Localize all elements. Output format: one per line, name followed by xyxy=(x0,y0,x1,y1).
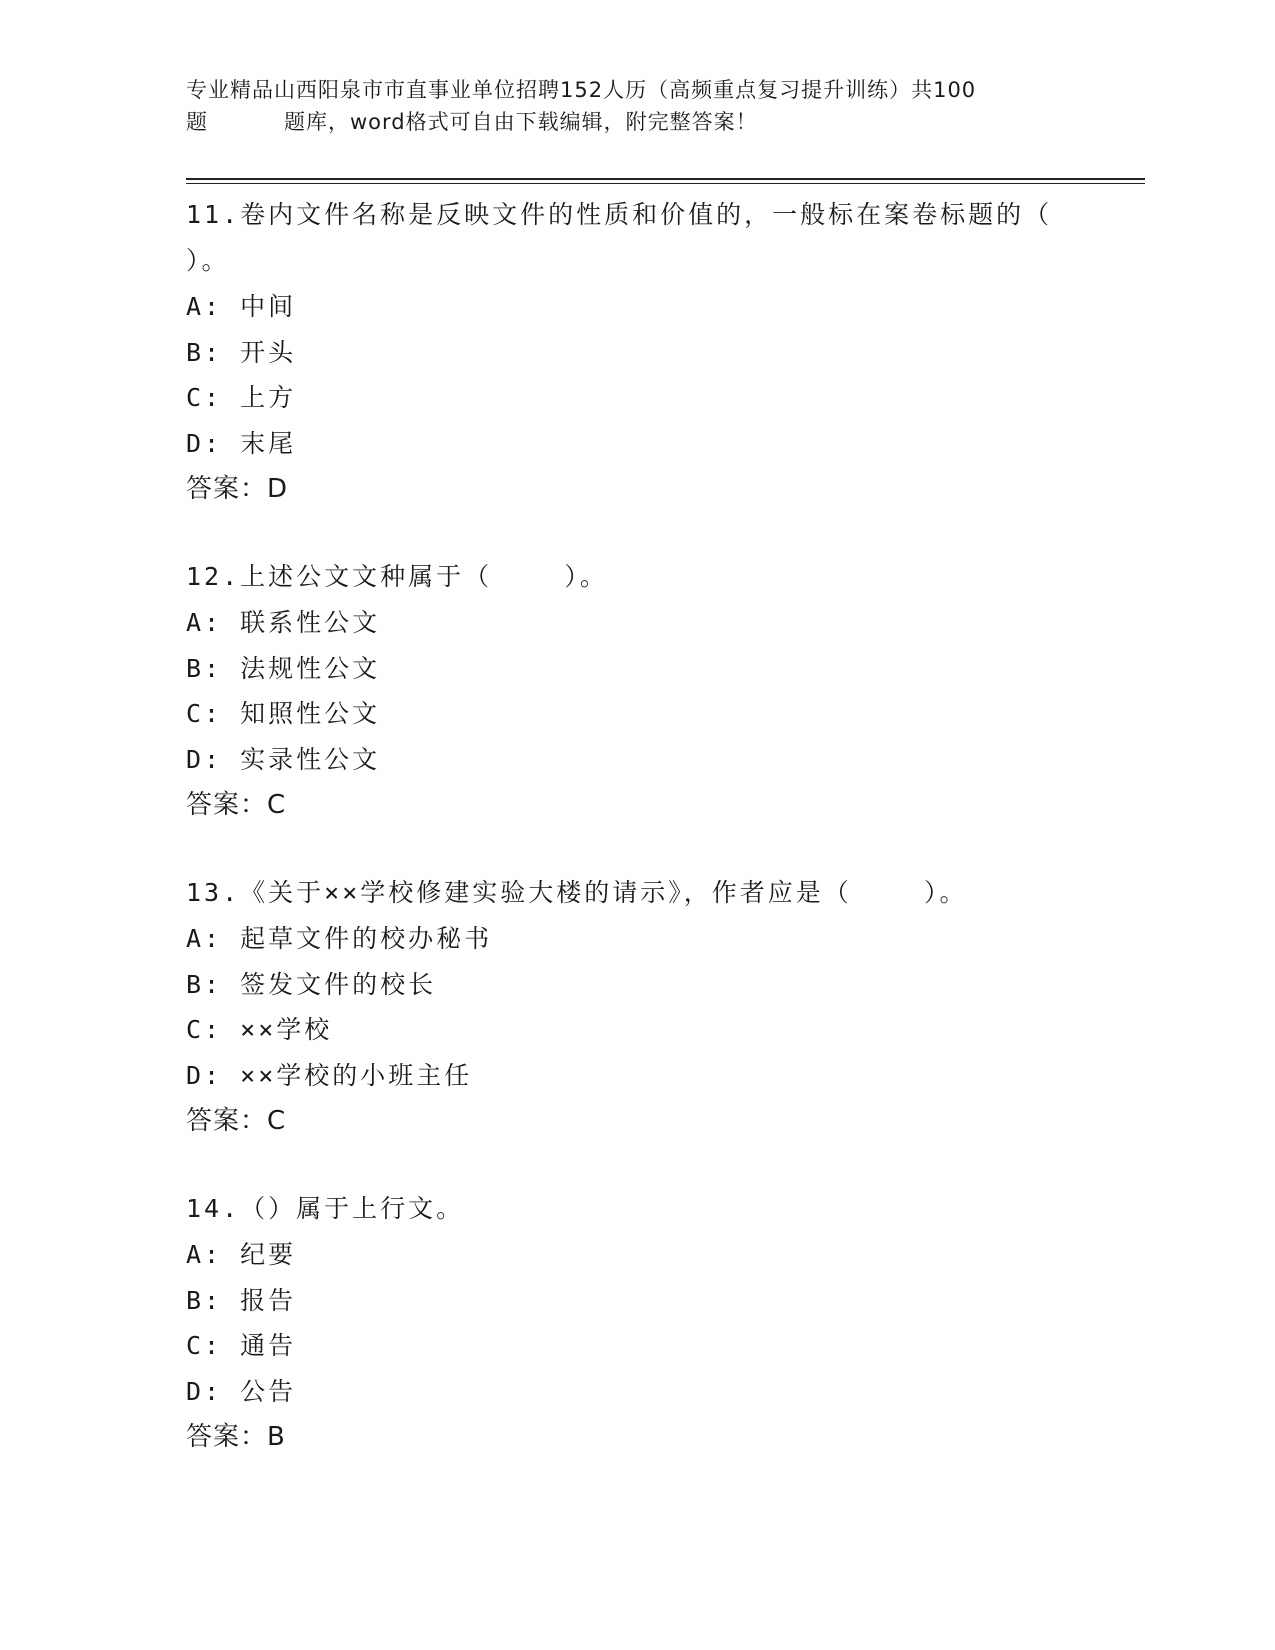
question-11 xyxy=(186,192,1086,512)
document-header xyxy=(186,74,1086,138)
option-c: C: 通告 xyxy=(186,1331,297,1360)
header-divider-thin xyxy=(186,183,1145,184)
header-divider-thick xyxy=(186,178,1145,180)
question-stem: 12.上述公文文种属于（ ）。 xyxy=(186,562,608,591)
question-12 xyxy=(186,554,1086,828)
option-d: D: 公告 xyxy=(186,1376,297,1406)
header-line-2-prefix: 题 xyxy=(186,110,208,134)
header-line-1: 专业精品山西阳泉市市直事业单位招聘152人历（高频重点复习提升训练）共100 xyxy=(186,78,977,102)
answer-text: 答案：C xyxy=(186,1106,287,1136)
option-a: A: 联系性公文 xyxy=(186,608,381,637)
option-a: A: 纪要 xyxy=(186,1240,297,1269)
question-stem: 11.卷内文件名称是反映文件的性质和价值的，一般标在案卷标题的（ ）。 xyxy=(186,200,1053,275)
answer-text: 答案：D xyxy=(186,474,289,504)
question-14 xyxy=(186,1186,1086,1460)
option-c: C: ××学校 xyxy=(186,1015,333,1044)
option-d: D: ××学校的小班主任 xyxy=(186,1060,473,1090)
option-b: B: 法规性公文 xyxy=(186,653,381,683)
question-stem: 14.（）属于上行文。 xyxy=(186,1194,465,1223)
option-d: D: 末尾 xyxy=(186,428,297,458)
header-line-2-rest: 题库，word格式可自由下载编辑，附完整答案！ xyxy=(284,110,758,134)
answer-text: 答案：B xyxy=(186,1422,286,1452)
header-line-2 xyxy=(186,106,1086,138)
option-a: A: 起草文件的校办秘书 xyxy=(186,924,493,953)
option-b: B: 报告 xyxy=(186,1285,297,1315)
option-b: B: 签发文件的校长 xyxy=(186,969,437,999)
option-a: A: 中间 xyxy=(186,292,297,321)
option-c: C: 知照性公文 xyxy=(186,699,381,728)
answer-text: 答案：C xyxy=(186,790,287,820)
option-c: C: 上方 xyxy=(186,383,297,412)
option-b: B: 开头 xyxy=(186,337,297,367)
question-stem: 13.《关于××学校修建实验大楼的请示》，作者应是（ ）。 xyxy=(186,878,968,907)
question-list xyxy=(186,192,1086,1502)
question-13 xyxy=(186,870,1086,1144)
option-d: D: 实录性公文 xyxy=(186,744,381,774)
